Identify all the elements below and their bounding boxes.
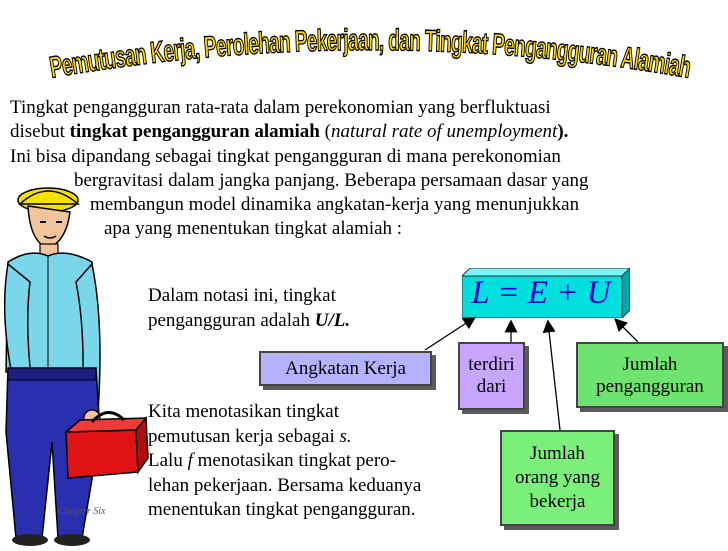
slide-title	[40, 4, 700, 92]
finding-rate-symbol: f	[187, 450, 193, 471]
intro-line: bergravitasi dalam jangka panjang. Beberapa persamaan dasar yang	[74, 169, 589, 191]
label-angkatan-kerja: Angkatan Kerja	[259, 351, 432, 386]
unemployment-rate-symbol: U/L.	[314, 309, 351, 331]
intro-line: apa yang menentukan tingkat alamiah :	[104, 218, 403, 240]
svg-text:Pemutusan Kerja, Perolehan Pek	[47, 23, 700, 86]
equation-text: L = E + U	[471, 275, 611, 311]
intro-line: Ini bisa dipandang sebagai tingkat pengangguran di mana perekonomian	[10, 145, 561, 167]
separation-rate-symbol: s.	[339, 425, 352, 447]
separation-line: pemutusan kerja sebagai s.	[148, 425, 352, 447]
intro-line: disebut tingkat pengangguran alamiah (natural rate of unemployment).	[10, 121, 569, 143]
notation-line: Dalam notasi ini, tingkat	[148, 285, 336, 306]
intro-paragraph	[10, 96, 726, 242]
notation-line: pengangguran adalah U/L.	[148, 309, 351, 331]
separation-line: Kita menotasikan tingkat	[148, 401, 340, 422]
intro-line: Tingkat pengangguran rata-rata dalam perekonomian yang berfluktuasi	[10, 97, 551, 118]
separation-line: menentukan tingkat pengangguran.	[148, 499, 416, 520]
natural-rate-term: tingkat pengangguran alamiah	[69, 121, 320, 143]
slide-title-text: Pemutusan Kerja, Perolehan Pekerjaan, dan Tingkat Pengangguran Alamiah	[47, 23, 700, 86]
notation-block	[148, 284, 350, 333]
credit-text: Chapter Six	[58, 506, 106, 517]
label-jumlah-orang-bekerja: Jumlah orang yang bekerja	[500, 430, 615, 526]
intro-line: membangun model dinamika angkatan-kerja yang menunjukkan	[90, 194, 580, 216]
equation-box	[462, 268, 630, 318]
label-jumlah-pengangguran: Jumlah pengangguran	[576, 342, 724, 408]
natural-rate-english: natural rate of unemployment	[330, 121, 558, 143]
label-terdiri-dari: terdiri dari	[458, 342, 525, 410]
separation-line: Lalu f menotasikan tingkat pero-	[148, 450, 396, 471]
separation-block	[148, 400, 421, 523]
separation-line: lehan pekerjaan. Bersama keduanya	[148, 474, 422, 496]
